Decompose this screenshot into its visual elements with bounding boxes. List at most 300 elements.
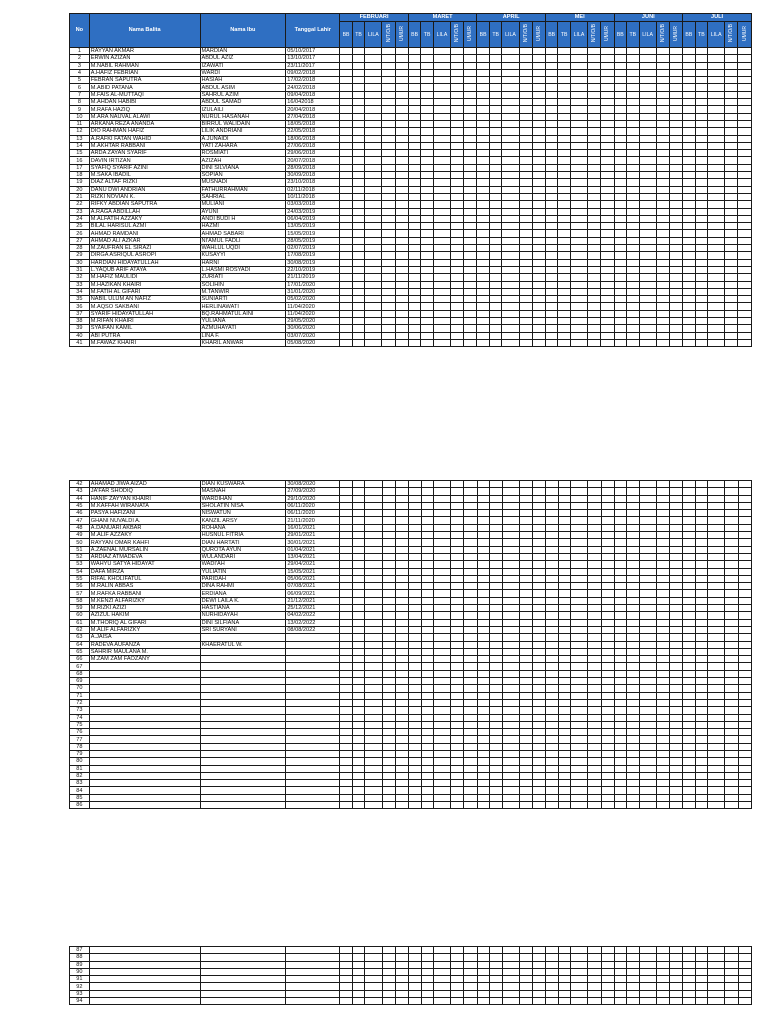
measure-cell bbox=[352, 634, 365, 641]
table-row bbox=[70, 968, 752, 975]
measure-cell bbox=[382, 656, 395, 663]
measure-cell bbox=[464, 976, 477, 983]
measure-cell bbox=[708, 714, 725, 721]
measure-cell bbox=[708, 998, 725, 1005]
tanggal-lahir-cell: 05/08/2020 bbox=[286, 339, 340, 346]
measure-cell bbox=[408, 230, 421, 237]
measure-cell bbox=[502, 288, 519, 295]
measure-cell bbox=[477, 193, 490, 200]
measure-cell bbox=[695, 714, 708, 721]
measure-cell bbox=[725, 648, 738, 655]
nama-ibu-cell: IZULAILI bbox=[200, 106, 286, 113]
measure-cell bbox=[352, 281, 365, 288]
measure-cell bbox=[558, 310, 571, 317]
measure-cell bbox=[464, 266, 477, 273]
measure-cell bbox=[558, 495, 571, 502]
measure-cell bbox=[708, 55, 725, 62]
measure-cell bbox=[395, 274, 408, 281]
measure-cell bbox=[519, 99, 532, 106]
measure-cell bbox=[340, 84, 353, 91]
measure-cell bbox=[558, 583, 571, 590]
measure-cell bbox=[670, 976, 683, 983]
measure-cell bbox=[340, 729, 353, 736]
measure-cell bbox=[352, 678, 365, 685]
measure-cell bbox=[451, 998, 464, 1005]
measure-cell bbox=[421, 150, 434, 157]
measure-cell bbox=[382, 120, 395, 127]
measure-cell bbox=[639, 215, 656, 222]
measure-cell bbox=[546, 750, 559, 757]
measure-cell bbox=[738, 113, 752, 120]
measure-cell bbox=[421, 208, 434, 215]
measure-cell bbox=[738, 968, 751, 975]
measure-cell bbox=[601, 223, 614, 230]
measure-cell bbox=[408, 750, 421, 757]
nama-balita-cell: RAYYAN OMAR KAHFI bbox=[89, 539, 200, 546]
measure-cell bbox=[421, 303, 434, 310]
tanggal-lahir-cell: 17/08/2019 bbox=[286, 252, 340, 259]
measure-cell bbox=[433, 84, 450, 91]
measure-cell bbox=[669, 135, 682, 142]
measure-cell bbox=[545, 274, 558, 281]
measure-cell bbox=[558, 332, 571, 339]
measure-cell bbox=[588, 488, 601, 495]
measure-cell bbox=[627, 968, 640, 975]
measure-cell bbox=[340, 605, 353, 612]
measure-cell bbox=[545, 310, 558, 317]
measure-cell bbox=[532, 310, 545, 317]
measure-cell bbox=[365, 634, 382, 641]
measure-cell bbox=[408, 172, 421, 179]
measure-cell bbox=[477, 539, 490, 546]
measure-cell bbox=[408, 488, 421, 495]
measure-cell bbox=[464, 481, 477, 488]
measure-cell bbox=[588, 546, 601, 553]
measure-cell bbox=[639, 288, 656, 295]
measure-cell bbox=[725, 259, 738, 266]
measure-cell bbox=[627, 259, 640, 266]
measure-cell bbox=[382, 954, 395, 961]
measure-cell bbox=[545, 135, 558, 142]
measure-cell bbox=[365, 266, 382, 273]
measure-cell bbox=[738, 619, 751, 626]
measure-cell bbox=[738, 193, 752, 200]
measure-cell bbox=[670, 707, 683, 714]
measure-cell bbox=[464, 55, 477, 62]
measure-cell bbox=[639, 69, 656, 76]
measure-cell bbox=[395, 99, 408, 106]
measure-cell bbox=[627, 223, 640, 230]
nama-balita-cell: M.RALIN ABBAS bbox=[89, 583, 200, 590]
tanggal-lahir-cell: 06/09/2021 bbox=[286, 590, 340, 597]
measure-cell bbox=[614, 568, 627, 575]
measure-cell bbox=[434, 780, 451, 787]
measure-cell bbox=[683, 69, 696, 76]
measure-cell bbox=[464, 743, 477, 750]
measure-label: N/T/O/B bbox=[591, 24, 598, 43]
measure-cell bbox=[477, 332, 490, 339]
measure-cell bbox=[558, 230, 571, 237]
measure-cell bbox=[588, 597, 601, 604]
measure-cell bbox=[340, 215, 353, 222]
nama-ibu-cell: IZAWATI bbox=[200, 62, 286, 69]
measure-cell bbox=[340, 150, 353, 157]
nama-ibu-cell: WARDIHAN bbox=[200, 495, 286, 502]
nama-ibu-cell: HUSNUL FITRIA bbox=[200, 532, 286, 539]
measure-cell bbox=[546, 488, 559, 495]
measure-cell bbox=[451, 634, 464, 641]
measure-cell bbox=[408, 339, 421, 346]
row-number: 66 bbox=[70, 656, 90, 663]
measure-cell bbox=[683, 575, 696, 582]
row-number: 7 bbox=[70, 91, 90, 98]
measure-cell bbox=[434, 583, 451, 590]
measure-cell bbox=[708, 84, 725, 91]
measure-cell bbox=[502, 707, 519, 714]
measure-cell bbox=[601, 172, 614, 179]
measure-cell bbox=[382, 157, 395, 164]
table-row bbox=[70, 62, 752, 69]
measure-cell bbox=[451, 193, 464, 200]
measure-cell bbox=[352, 186, 365, 193]
tanggal-lahir-cell: 17/01/2020 bbox=[286, 281, 340, 288]
measure-cell bbox=[477, 575, 490, 582]
measure-cell bbox=[738, 699, 751, 706]
measure-label: TB bbox=[492, 31, 499, 38]
nama-balita-cell bbox=[89, 699, 200, 706]
measure-cell bbox=[683, 150, 696, 157]
table-row bbox=[70, 106, 752, 113]
measure-cell bbox=[502, 546, 519, 553]
measure-cell bbox=[490, 787, 503, 794]
measure-header bbox=[545, 22, 558, 48]
measure-cell bbox=[421, 583, 434, 590]
measure-cell bbox=[639, 517, 656, 524]
tanggal-lahir-cell bbox=[286, 954, 340, 961]
nama-balita-cell: M.RIZKI AZIZI bbox=[89, 605, 200, 612]
measure-label: N/T/O/B bbox=[522, 24, 529, 43]
measure-label: TB bbox=[629, 31, 637, 38]
measure-cell bbox=[352, 317, 365, 324]
measure-cell bbox=[464, 517, 477, 524]
measure-cell bbox=[433, 142, 450, 149]
measure-cell bbox=[395, 48, 408, 55]
measure-cell bbox=[502, 106, 519, 113]
measure-cell bbox=[421, 48, 434, 55]
measure-cell bbox=[434, 743, 451, 750]
measure-cell bbox=[639, 663, 656, 670]
measure-cell bbox=[451, 208, 464, 215]
row-number: 62 bbox=[70, 626, 90, 633]
measure-cell bbox=[683, 583, 696, 590]
measure-cell bbox=[683, 524, 696, 531]
measure-cell bbox=[546, 794, 559, 801]
measure-cell bbox=[382, 495, 395, 502]
tanggal-lahir-cell: 23/11/2017 bbox=[286, 62, 340, 69]
row-number: 41 bbox=[70, 339, 90, 346]
measure-cell bbox=[725, 743, 738, 750]
measure-cell bbox=[614, 502, 627, 509]
measure-cell bbox=[614, 325, 627, 332]
measure-cell bbox=[738, 91, 752, 98]
nama-balita-cell bbox=[89, 692, 200, 699]
measure-cell bbox=[738, 961, 751, 968]
measure-cell bbox=[545, 266, 558, 273]
measure-cell bbox=[738, 69, 752, 76]
measure-cell bbox=[408, 252, 421, 259]
measure-cell bbox=[601, 750, 614, 757]
measure-cell bbox=[725, 488, 738, 495]
measure-cell bbox=[546, 736, 559, 743]
measure-cell bbox=[588, 245, 601, 252]
measure-cell bbox=[532, 245, 545, 252]
measure-cell bbox=[502, 281, 519, 288]
measure-cell bbox=[382, 502, 395, 509]
measure-cell bbox=[639, 575, 656, 582]
measure-cell bbox=[382, 215, 395, 222]
table-row bbox=[70, 699, 752, 706]
measure-cell bbox=[365, 172, 382, 179]
measure-cell bbox=[352, 990, 365, 997]
measure-cell bbox=[489, 281, 502, 288]
measure-cell bbox=[601, 296, 614, 303]
table-row bbox=[70, 561, 752, 568]
measure-cell bbox=[708, 553, 725, 560]
measure-cell bbox=[434, 787, 451, 794]
measure-cell bbox=[670, 794, 683, 801]
measure-header bbox=[725, 22, 738, 48]
measure-cell bbox=[558, 55, 571, 62]
measure-cell bbox=[614, 772, 627, 779]
measure-cell bbox=[558, 961, 571, 968]
measure-cell bbox=[434, 998, 451, 1005]
measure-cell bbox=[683, 553, 696, 560]
measure-cell bbox=[421, 998, 434, 1005]
measure-cell bbox=[570, 266, 587, 273]
measure-cell bbox=[519, 193, 532, 200]
measure-cell bbox=[683, 947, 696, 954]
measure-cell bbox=[408, 208, 421, 215]
tanggal-lahir-cell bbox=[286, 976, 340, 983]
measure-cell bbox=[708, 802, 725, 809]
measure-cell bbox=[656, 69, 669, 76]
measure-cell bbox=[614, 77, 627, 84]
measure-cell bbox=[451, 692, 464, 699]
measure-cell bbox=[725, 968, 738, 975]
measure-cell bbox=[519, 481, 532, 488]
measure-cell bbox=[532, 186, 545, 193]
measure-cell bbox=[725, 510, 738, 517]
measure-cell bbox=[639, 524, 656, 531]
measure-cell bbox=[464, 656, 477, 663]
measure-cell bbox=[451, 678, 464, 685]
measure-cell bbox=[738, 179, 752, 186]
measure-cell bbox=[382, 561, 395, 568]
measure-cell bbox=[489, 186, 502, 193]
measure-cell bbox=[519, 48, 532, 55]
measure-cell bbox=[464, 699, 477, 706]
measure-cell bbox=[519, 605, 532, 612]
nama-ibu-cell: FATHURRAHMAN bbox=[200, 186, 286, 193]
measure-cell bbox=[695, 332, 708, 339]
measure-cell bbox=[601, 325, 614, 332]
measure-cell bbox=[532, 237, 545, 244]
measure-cell bbox=[571, 488, 588, 495]
measure-cell bbox=[670, 998, 683, 1005]
measure-cell bbox=[395, 612, 408, 619]
measure-cell bbox=[451, 954, 464, 961]
measure-cell bbox=[570, 193, 587, 200]
measure-cell bbox=[656, 481, 669, 488]
measure-cell bbox=[627, 157, 640, 164]
measure-cell bbox=[340, 157, 353, 164]
measure-cell bbox=[558, 641, 571, 648]
measure-cell bbox=[408, 113, 421, 120]
measure-cell bbox=[421, 787, 434, 794]
measure-label: LILA bbox=[573, 31, 585, 38]
measure-cell bbox=[532, 780, 545, 787]
measure-cell bbox=[588, 729, 601, 736]
measure-cell bbox=[558, 106, 571, 113]
measure-cell bbox=[365, 325, 382, 332]
measure-header bbox=[708, 22, 725, 48]
measure-cell bbox=[558, 736, 571, 743]
measure-cell bbox=[639, 976, 656, 983]
measure-cell bbox=[532, 113, 545, 120]
measure-cell bbox=[451, 670, 464, 677]
measure-cell bbox=[695, 303, 708, 310]
measure-cell bbox=[433, 77, 450, 84]
measure-cell bbox=[477, 990, 490, 997]
measure-cell bbox=[669, 55, 682, 62]
measure-cell bbox=[601, 481, 614, 488]
measure-cell bbox=[490, 794, 503, 801]
measure-cell bbox=[601, 947, 614, 954]
measure-cell bbox=[451, 252, 464, 259]
measure-cell bbox=[571, 990, 588, 997]
measure-cell bbox=[352, 612, 365, 619]
table-row bbox=[70, 84, 752, 91]
measure-cell bbox=[639, 553, 656, 560]
measure-cell bbox=[395, 135, 408, 142]
measure-cell bbox=[519, 729, 532, 736]
measure-cell bbox=[588, 670, 601, 677]
measure-cell bbox=[395, 656, 408, 663]
row-number: 57 bbox=[70, 590, 90, 597]
measure-cell bbox=[695, 186, 708, 193]
measure-cell bbox=[695, 325, 708, 332]
measure-cell bbox=[464, 634, 477, 641]
measure-cell bbox=[502, 583, 519, 590]
measure-cell bbox=[558, 128, 571, 135]
measure-cell bbox=[502, 656, 519, 663]
measure-cell bbox=[571, 495, 588, 502]
measure-cell bbox=[477, 794, 490, 801]
measure-cell bbox=[546, 802, 559, 809]
nama-balita-cell bbox=[89, 983, 200, 990]
measure-cell bbox=[601, 339, 614, 346]
measure-label: N/T/O/B bbox=[659, 24, 666, 43]
table-row bbox=[70, 91, 752, 98]
measure-cell bbox=[408, 245, 421, 252]
measure-cell bbox=[656, 245, 669, 252]
measure-cell bbox=[708, 245, 725, 252]
row-number: 55 bbox=[70, 575, 90, 582]
measure-cell bbox=[695, 619, 708, 626]
measure-cell bbox=[725, 164, 738, 171]
measure-cell bbox=[502, 48, 519, 55]
nama-ibu-cell: ROSMIATI bbox=[200, 150, 286, 157]
measure-cell bbox=[532, 135, 545, 142]
nama-ibu-cell: L.HASMI ROSYADI bbox=[200, 266, 286, 273]
measure-cell bbox=[683, 495, 696, 502]
row-number: 90 bbox=[70, 968, 90, 975]
measure-cell bbox=[532, 288, 545, 295]
table-row bbox=[70, 998, 752, 1005]
nama-balita-cell: JA'FAR SHODIQ bbox=[89, 488, 200, 495]
measure-cell bbox=[627, 215, 640, 222]
tanggal-lahir-cell: 04/02/2022 bbox=[286, 612, 340, 619]
measure-cell bbox=[614, 150, 627, 157]
measure-cell bbox=[683, 325, 696, 332]
nama-ibu-cell bbox=[200, 729, 286, 736]
measure-cell bbox=[627, 670, 640, 677]
measure-cell bbox=[546, 605, 559, 612]
measure-cell bbox=[421, 772, 434, 779]
measure-cell bbox=[451, 288, 464, 295]
measure-cell bbox=[434, 605, 451, 612]
measure-label: LILA bbox=[505, 31, 516, 38]
measure-cell bbox=[670, 524, 683, 531]
measure-header bbox=[352, 22, 365, 48]
measure-cell bbox=[571, 772, 588, 779]
measure-cell bbox=[519, 150, 532, 157]
tanggal-lahir-cell: 13/02/2022 bbox=[286, 619, 340, 626]
measure-cell bbox=[421, 699, 434, 706]
measure-cell bbox=[477, 641, 490, 648]
measure-cell bbox=[489, 303, 502, 310]
measure-cell bbox=[558, 983, 571, 990]
table-row bbox=[70, 590, 752, 597]
measure-cell bbox=[395, 259, 408, 266]
measure-cell bbox=[656, 656, 669, 663]
measure-cell bbox=[614, 605, 627, 612]
measure-cell bbox=[502, 663, 519, 670]
measure-cell bbox=[395, 524, 408, 531]
measure-cell bbox=[532, 568, 545, 575]
measure-cell bbox=[545, 281, 558, 288]
measure-cell bbox=[601, 990, 614, 997]
measure-cell bbox=[382, 976, 395, 983]
measure-cell bbox=[464, 721, 477, 728]
measure-cell bbox=[365, 252, 382, 259]
measure-cell bbox=[670, 575, 683, 582]
measure-cell bbox=[382, 634, 395, 641]
row-number: 94 bbox=[70, 998, 90, 1005]
tanggal-lahir-cell bbox=[286, 794, 340, 801]
measure-cell bbox=[352, 663, 365, 670]
measure-cell bbox=[588, 252, 601, 259]
measure-cell bbox=[352, 135, 365, 142]
measure-cell bbox=[340, 113, 353, 120]
measure-cell bbox=[738, 954, 751, 961]
measure-cell bbox=[395, 976, 408, 983]
measure-cell bbox=[433, 274, 450, 281]
measure-cell bbox=[639, 266, 656, 273]
measure-cell bbox=[502, 954, 519, 961]
table-row bbox=[70, 524, 752, 531]
measure-cell bbox=[601, 998, 614, 1005]
